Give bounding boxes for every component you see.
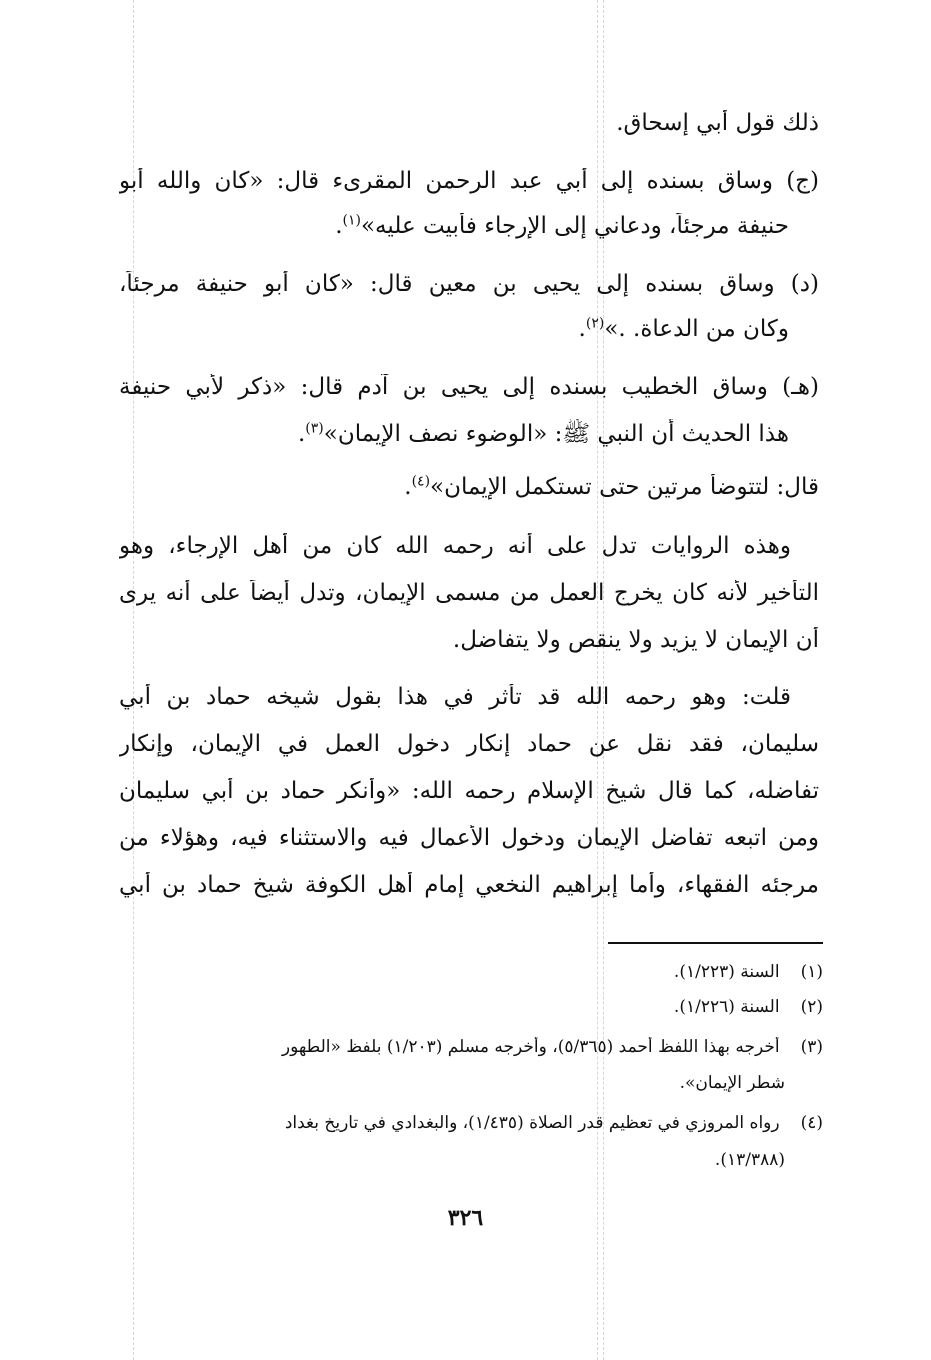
footnote-text: السنة (١/٢٢٣). <box>673 962 780 982</box>
paragraph-qt-line-4 <box>119 825 819 851</box>
body-line <box>119 110 819 136</box>
paragraph-h-line-2: هذا الحديث أن النبي ﷺ: «الوضوء نصف الإيمان»$^{(٣)}$. <box>297 420 789 447</box>
body-text: أن الإيمان لا يزيد ولا ينقص ولا يتفاضل. <box>452 627 819 653</box>
paragraph-w-line-1 <box>119 533 791 559</box>
body-text: وهذه الروايات تدل على أنه رحمه الله كان من أهل الإرجاء، وهو <box>119 533 791 559</box>
body-text: ذلك قول أبي إسحاق. <box>616 110 819 136</box>
footnote-reference: (١) <box>342 213 361 229</box>
paragraph-w-line-2 <box>119 580 819 606</box>
body-text: ومن اتبعه تفاضل الإيمان ودخول الأعمال فيه والاستثناء فيه، وهؤلاء من <box>119 825 819 851</box>
footnote-1 <box>133 962 823 982</box>
paragraph-w-line-3 <box>119 627 819 653</box>
body-text: سليمان، فقد نقل عن حماد إنكار دخول العمل في الإيمان، وإنكار <box>119 731 819 757</box>
paragraph-j-line-2: حنيفة مرجئاً، ودعاني إلى الإرجاء فأبيت عليه»$^{(١)}$. <box>335 213 789 239</box>
footnote-3-continuation <box>133 1073 785 1093</box>
footnote-number: (٣) <box>800 1037 823 1057</box>
footnote-number: (٤) <box>800 1113 823 1133</box>
paragraph-d-line-2: وكان من الدعاة. .»$^{(٢)}$. <box>578 316 789 342</box>
body-text: هذا الحديث أن النبي ﷺ: «الوضوء نصف الإيمان» <box>323 421 789 447</box>
footnote-2 <box>133 997 823 1017</box>
body-text: (هـ) وساق الخطيب بسنده إلى يحيى بن آدم قال: «ذكر لأبي حنيفة <box>119 374 819 400</box>
body-text: مرجئه الفقهاء، وأما إبراهيم النخعي إمام أهل الكوفة شيخ حماد بن أبي <box>119 872 819 898</box>
paragraph-d-line-1 <box>119 271 819 297</box>
body-text: (ج) وساق بسنده إلى أبي عبد الرحمن المقرىء قال: «كان والله أبو <box>119 168 819 194</box>
footnote-text: رواه المروزي في تعظيم قدر الصلاة (١/٤٣٥)، والبغدادي في تاريخ بغداد <box>284 1113 780 1133</box>
footnote-3 <box>133 1037 823 1057</box>
footnote-text: أخرجه بهذا اللفظ أحمد (٥/٣٦٥)، وأخرجه مسلم (١/٢٠٣) بلفظ «الطهور <box>281 1037 780 1057</box>
footnote-separator <box>608 942 823 944</box>
footnote-number: (١) <box>800 962 823 982</box>
body-text: قلت: وهو رحمه الله قد تأثر في هذا بقول شيخه حماد بن أبي <box>119 684 791 710</box>
footnote-4-continuation <box>133 1150 785 1170</box>
paragraph-qt-line-5 <box>119 872 819 898</box>
paragraph-h-line-1 <box>119 374 819 400</box>
body-text: التأخير لأنه كان يخرج العمل من مسمى الإيمان، وتدل أيضاً على أنه يرى <box>119 580 819 606</box>
footnote-text: السنة (١/٢٢٦). <box>673 997 780 1017</box>
body-text: تفاضله، كما قال شيخ الإسلام رحمه الله: «وأنكر حماد بن أبي سليمان <box>119 778 819 804</box>
paragraph-qt-line-1 <box>119 684 791 710</box>
footnote-text: شطر الإيمان». <box>679 1073 785 1093</box>
body-text: قال: لتتوضأ مرتين حتى تستكمل الإيمان» <box>430 474 819 500</box>
footnote-number: (٢) <box>800 997 823 1017</box>
paragraph-qal: قال: لتتوضأ مرتين حتى تستكمل الإيمان»$^{(٤)}$. <box>404 474 819 500</box>
footnote-reference: (٢) <box>585 316 605 332</box>
page-number: ٣٢٦ <box>447 1205 484 1231</box>
footnote-reference: (٤) <box>411 474 431 490</box>
paragraph-qt-line-2 <box>119 731 819 757</box>
body-text: (د) وساق بسنده إلى يحيى بن معين قال: «كان أبو حنيفة مرجئاً، <box>119 271 819 297</box>
footnote-reference: (٣) <box>305 420 324 437</box>
body-text: حنيفة مرجئاً، ودعاني إلى الإرجاء فأبيت عليه» <box>360 213 789 239</box>
body-text: وكان من الدعاة. .» <box>604 316 789 342</box>
footnote-4 <box>133 1113 823 1133</box>
footnote-text: (١٣/٣٨٨). <box>714 1150 785 1170</box>
paragraph-qt-line-3 <box>119 778 819 804</box>
paragraph-j-line-1 <box>119 168 819 194</box>
